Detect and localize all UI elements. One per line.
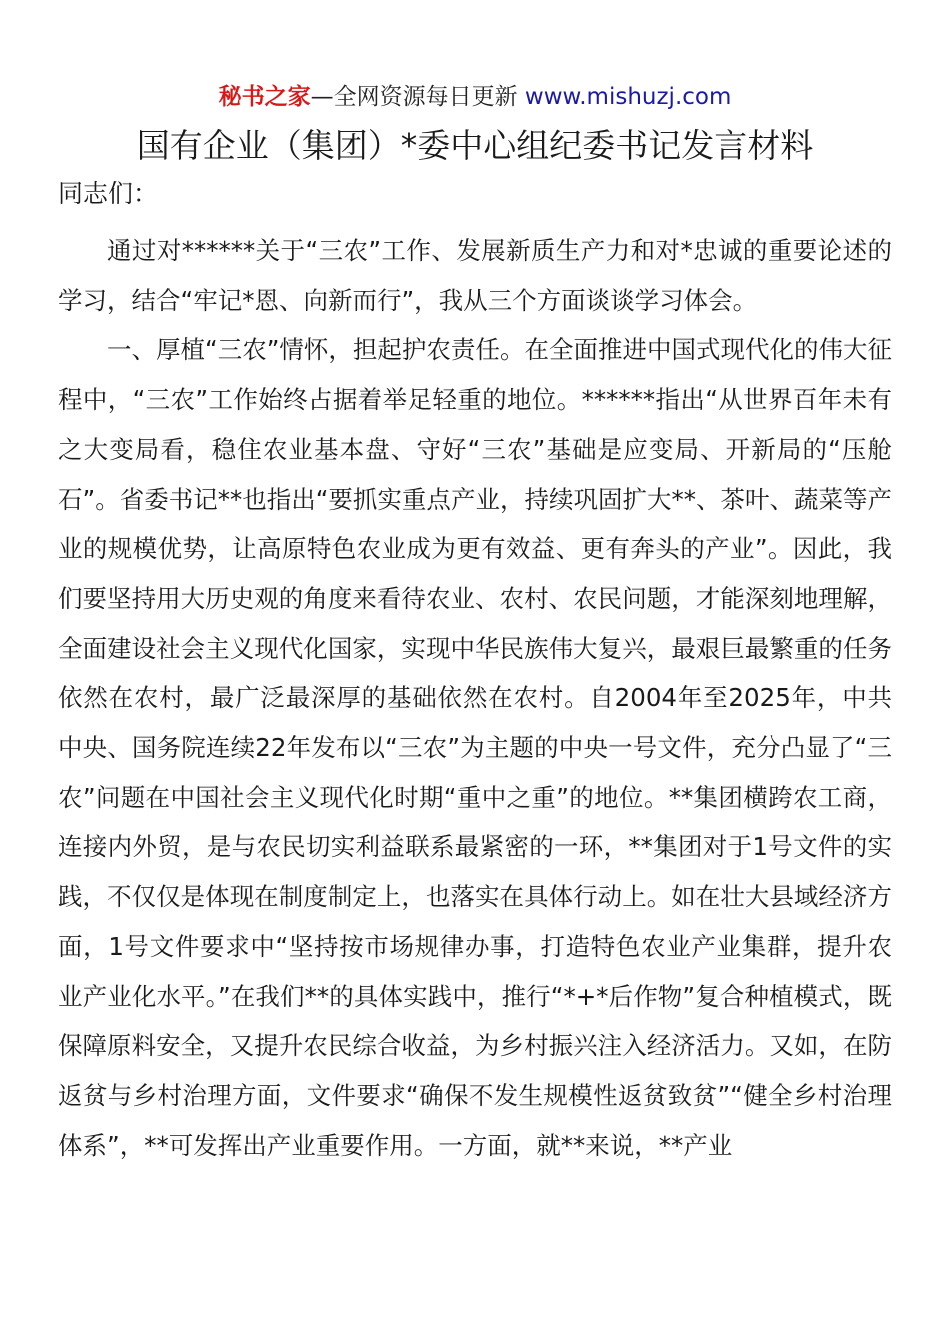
document-title: 国有企业（集团）*委中心组纪委书记发言材料 (136, 126, 814, 165)
salutation: 同志们： (58, 179, 159, 208)
paragraph-section-one: 一、厚植“三农”情怀，担起护农责任。在全面推进中国式现代化的伟大征程中，“三农”工作始终占据着举足轻重的地位。******指出“从世界百年未有之大变局看，稳住农业基本盘、守好“三农”基础是应变局、开新局的“压舱石”。省委书记**也指出“要抓实重点产业，持续巩固扩大**、茶叶、蔬菜等产业的规模优势，让高原特色农业成为更有效益、更有奔头的产业”。因此，我们要坚持用大历史观的角度来看待农业、农村、农民问题，才能深刻地理解，全面建设社会主义现代化国家，实现中华民族伟大复兴，最艰巨最繁重的任务依然在农村，最广泛最深厚的基础依然在农村。自2004年至2025年，中共中央、国务院连续22年发布以“三农”为主题的中央一号文件，充分凸显了“三农”问题在中国社会主义现代化时期“重中之重”的地位。**集团横跨农工商，连接内外贸，是与农民切实利益联系最紧密的一环，**集团对于1号文件的实践，不仅仅是体现在制度制定上，也落实在具体行动上。如在壮大县域经济方面，1号文件要求中“坚持按市场规律办事，打造特色农业产业集群，提升农业产业化水平。”在我们**的具体实践中，推行“*+*后作物”复合种植模式，既保障原料安全，又提升农民综合收益，为乡村振兴注入经济活力。又如，在防返贫与乡村治理方面，文件要求“确保不发生规模性返贫致贫”“健全乡村治理体系”，**可发挥出产业重要作用。一方面，就**来说，**产业 (58, 335, 892, 1160)
brand-name: 秘书之家 (218, 84, 311, 110)
site-banner (0, 82, 950, 112)
document-body (58, 226, 892, 1170)
banner-tagline: —全网资源每日更新 (310, 84, 525, 110)
paragraph-intro: 通过对******关于“三农”工作、发展新质生产力和对*忠诚的重要论述的学习，结合“牢记*恩、向新而行”，我从三个方面谈谈学习体会。 (58, 236, 892, 315)
site-url-link[interactable]: www.mishuzj.com (524, 84, 732, 110)
